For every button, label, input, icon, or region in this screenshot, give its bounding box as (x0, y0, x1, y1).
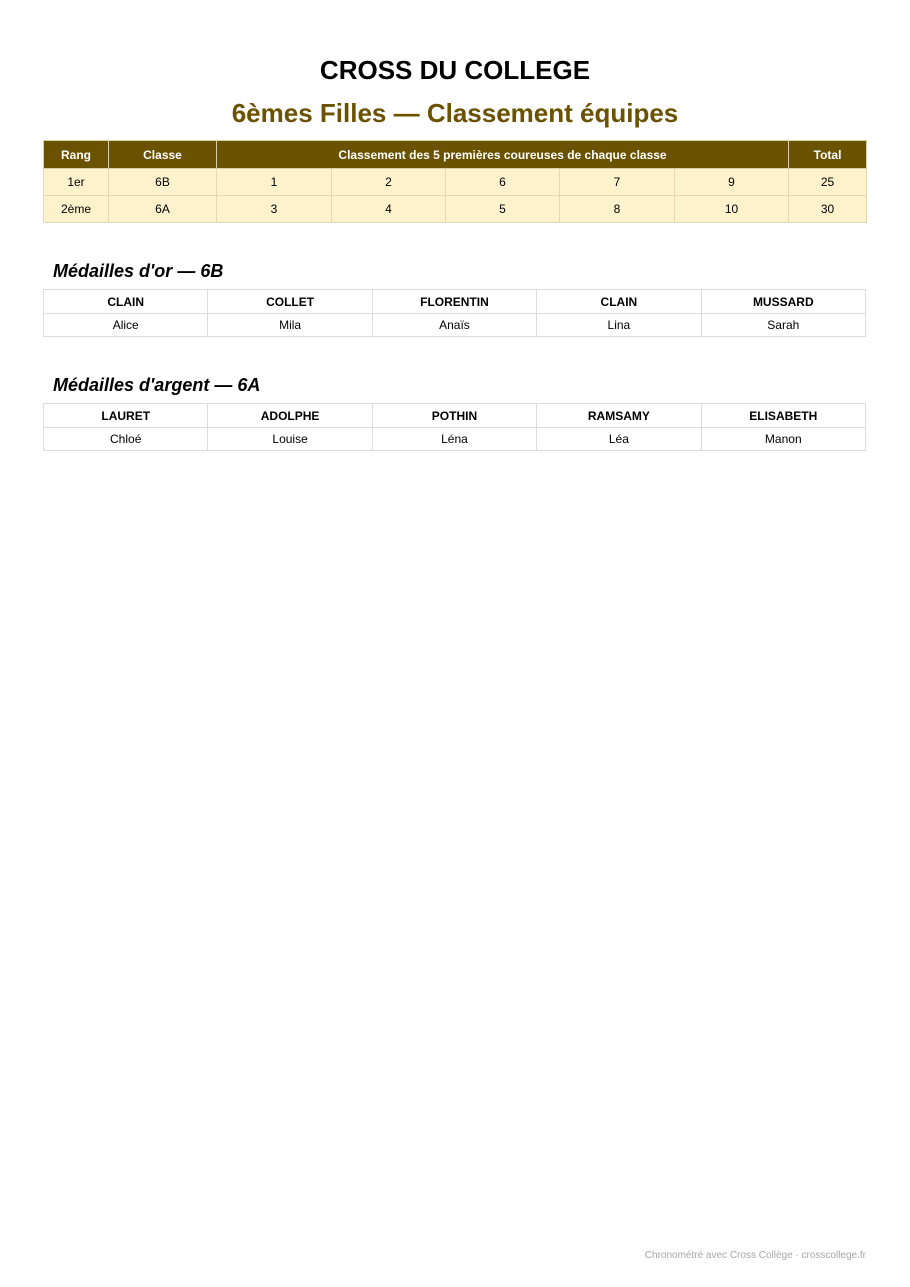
class-cell: 6B (109, 169, 217, 196)
placing-cell: 2 (332, 169, 446, 196)
runner-surname: CLAIN (44, 290, 208, 314)
runner-first-name: Sarah (701, 314, 865, 337)
page-subtitle: 6èmes Filles — Classement équipes (231, 98, 679, 128)
runner-surname: MUSSARD (701, 290, 865, 314)
runner-surname: ELISABETH (701, 404, 865, 428)
runner-first-name: Lina (537, 314, 701, 337)
surname-row (44, 404, 866, 428)
runner-surname: POTHIN (372, 404, 536, 428)
team-ranking-table (43, 140, 867, 223)
runner-first-name: Louise (208, 428, 372, 451)
placing-cell: 4 (332, 196, 446, 223)
runner-first-name: Alice (44, 314, 208, 337)
runner-first-name: Anaïs (372, 314, 536, 337)
placing-cell: 8 (560, 196, 675, 223)
runner-first-name: Chloé (44, 428, 208, 451)
placing-cell: 5 (446, 196, 560, 223)
rank-cell: 1er (44, 169, 109, 196)
runner-first-name: Léa (537, 428, 701, 451)
ranking-row (44, 169, 867, 196)
total-cell: 25 (789, 169, 867, 196)
rank-cell: 2ème (44, 196, 109, 223)
total-cell: 30 (789, 196, 867, 223)
silver-medals-heading: Médailles d'argent — 6A (53, 375, 261, 395)
runner-surname: COLLET (208, 290, 372, 314)
runner-surname: LAURET (44, 404, 208, 428)
gold-medals-table (43, 289, 866, 337)
placing-cell: 1 (217, 169, 332, 196)
placing-cell: 3 (217, 196, 332, 223)
page-title: CROSS DU COLLEGE (319, 55, 591, 85)
footer-credit: Chronométré avec Cross Collège · crosscollege.fr (644, 1250, 866, 1261)
class-cell: 6A (109, 196, 217, 223)
runner-first-name: Léna (372, 428, 536, 451)
runner-surname: RAMSAMY (537, 404, 701, 428)
ranking-row (44, 196, 867, 223)
placing-cell: 6 (446, 169, 560, 196)
silver-medals-table (43, 403, 866, 451)
runner-first-name: Manon (701, 428, 865, 451)
first-name-row (44, 428, 866, 451)
placing-cell: 9 (675, 169, 789, 196)
runner-first-name: Mila (208, 314, 372, 337)
rank-column-header: Rang (44, 141, 109, 169)
gold-medals-heading: Médailles d'or — 6B (53, 261, 224, 281)
runner-surname: ADOLPHE (208, 404, 372, 428)
first-name-row (44, 314, 866, 337)
ranking-header-row (44, 141, 867, 169)
runner-surname: CLAIN (537, 290, 701, 314)
surname-row (44, 290, 866, 314)
total-column-header: Total (789, 141, 867, 169)
placings-column-header: Classement des 5 premières coureuses de chaque classe (217, 141, 789, 169)
placing-cell: 7 (560, 169, 675, 196)
class-column-header: Classe (109, 141, 217, 169)
runner-surname: FLORENTIN (372, 290, 536, 314)
placing-cell: 10 (675, 196, 789, 223)
